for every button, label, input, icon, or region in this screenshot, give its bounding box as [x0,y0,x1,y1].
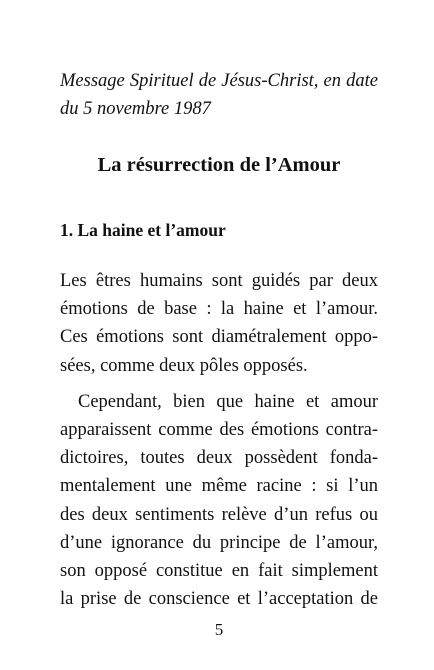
intro-line: Message Spirituel de Jésus-Christ, en date [60,71,378,91]
text-line: mentalement une même racine : si l’un [60,476,378,497]
chapter-title: La résurrection de l’Amour [97,154,341,176]
text-line: des deux sentiments relève d’un refus ou [60,504,378,525]
paragraph [60,388,378,614]
page-number: 5 [214,620,224,639]
text-line: apparaissent comme des émotions contra- [60,419,378,440]
text-line: Les êtres humains sont guidés par deux [60,271,378,291]
text-line: la prise de conscience et l’acceptation de [60,589,378,610]
paragraph [60,267,378,380]
section-heading: 1. La haine et l’amour [60,220,226,240]
intro-line: du 5 novembre 1987 [60,99,211,120]
text-line: Cependant, bien que haine et amour [78,391,378,412]
book-page [60,0,378,670]
text-line: Ces émotions sont diamétralement oppo- [60,327,378,348]
text-line: sées, comme deux pôles opposés. [60,355,308,376]
text-line: d’une ignorance du principe de l’amour, [60,532,378,553]
text-line: son opposé constitue en fait simplement [60,560,378,581]
text-line: dictoires, toutes deux possèdent fonda- [60,448,378,469]
paragraph-gap [60,380,378,388]
body-text [60,267,378,613]
intro-note [60,67,378,123]
text-line: émotions de base : la haine et l’amour. [60,299,378,320]
